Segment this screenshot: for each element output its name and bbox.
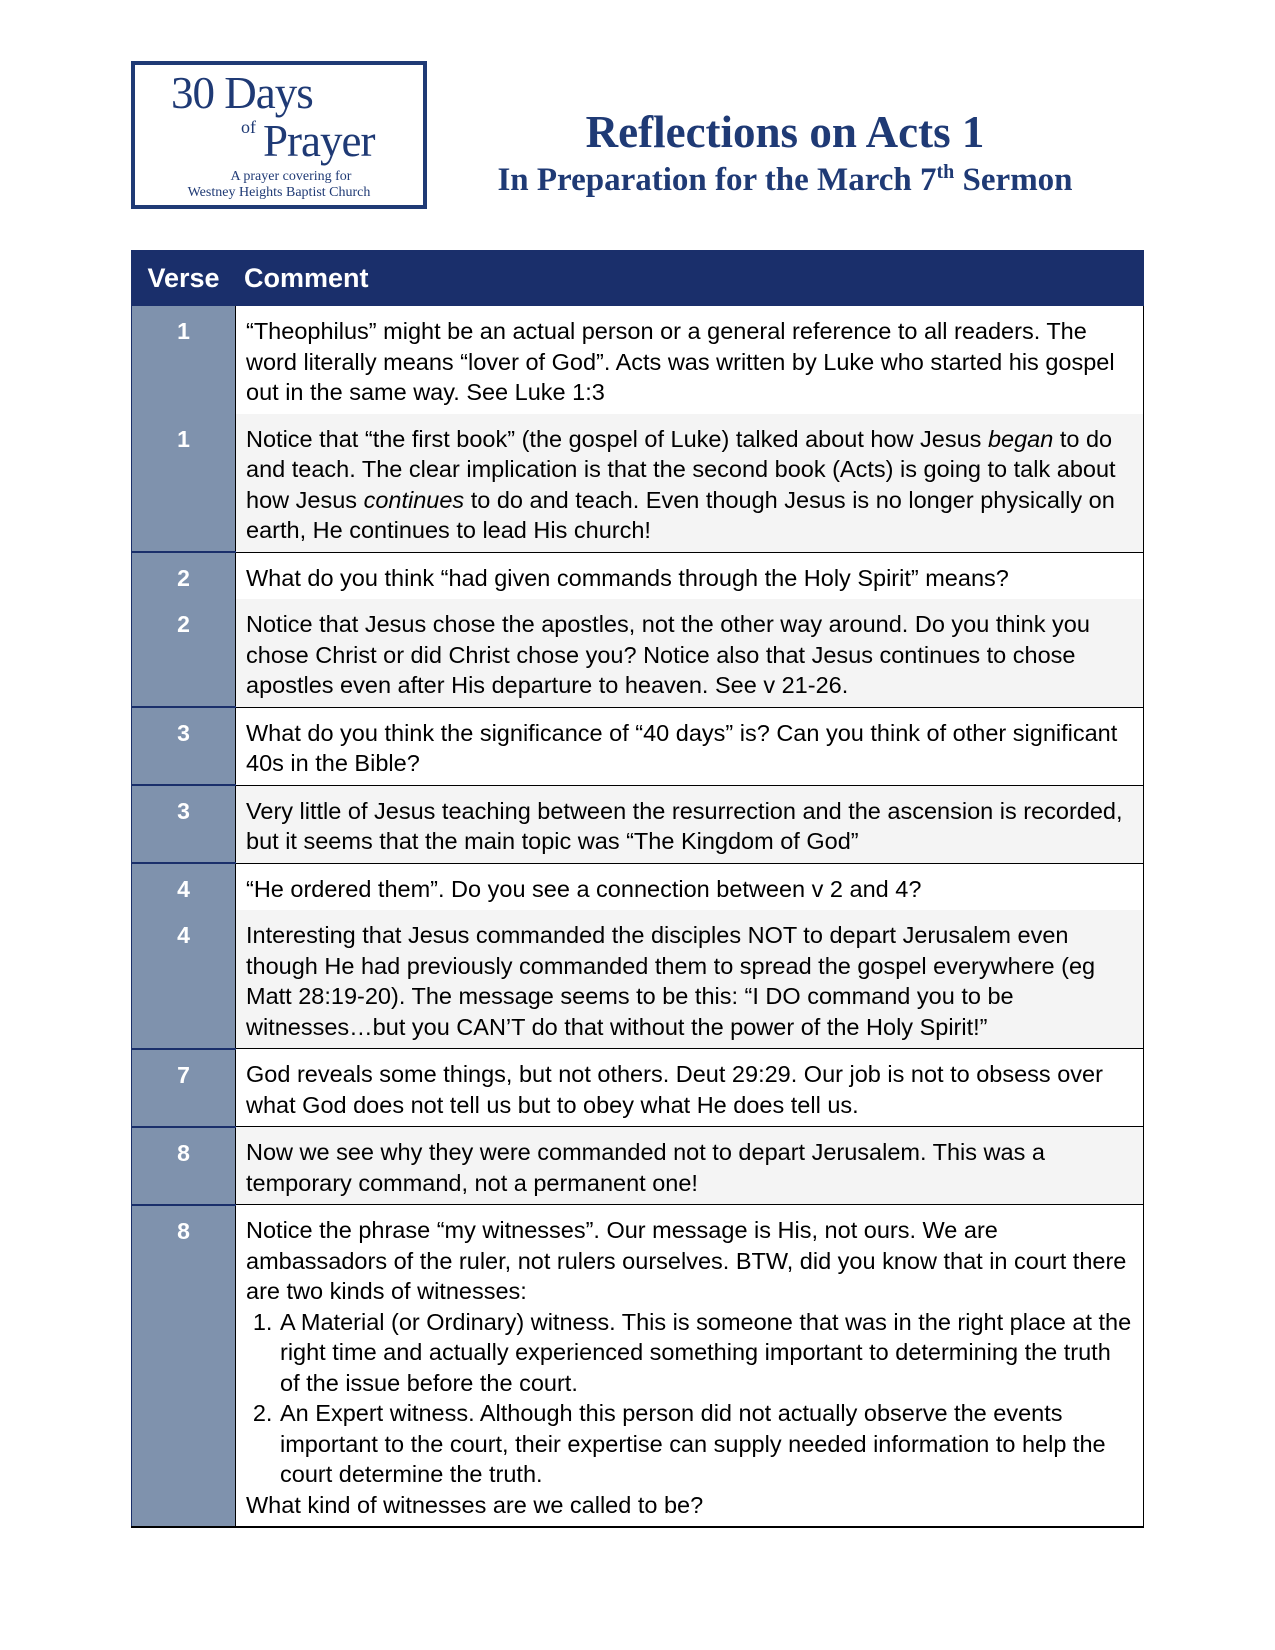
table-header-row — [132, 251, 1144, 306]
comment-intro: Notice the phrase “my witnesses”. Our message is His, not ours. We are ambassadors of the ruler, not rulers ourselves. BTW, did you know that in court there are two kinds of witnesses: — [246, 1217, 1127, 1304]
page-subtitle — [440, 160, 1130, 200]
comment-cell: Notice that Jesus chose the apostles, not the other way around. Do you think you chose Christ or did Christ chose you? Notice also that Jesus continues to chose apostles even after His departure to heaven. See v 21-26. — [236, 599, 1144, 707]
table-row — [132, 785, 1144, 863]
table-row — [132, 1127, 1144, 1205]
page-header — [440, 106, 1130, 200]
comment-cell: Very little of Jesus teaching between the resurrection and the ascension is recorded, but it seems that the main topic was “The Kingdom of God” — [236, 785, 1144, 863]
comment-cell: Now we see why they were commanded not to depart Jerusalem. This was a temporary command, not a permanent one! — [236, 1127, 1144, 1205]
comment-cell: What do you think “had given commands through the Holy Spirit” means? — [236, 552, 1144, 599]
column-header-verse: Verse — [132, 251, 236, 306]
list-item: 2. An Expert witness. Although this person did not actually observe the events important to the court, their expertise can supply needed information to help the court determine the truth. — [279, 1398, 1133, 1490]
subtitle-post: Sermon — [954, 162, 1073, 198]
comment-cell: What do you think the significance of “40 days” is? Can you think of other significant 40s in the Bible? — [236, 707, 1144, 785]
comment-cell: Interesting that Jesus commanded the disciples NOT to depart Jerusalem even though He had previously commanded them to spread the gospel everywhere (eg Matt 28:19-20). The message seems to be this: “I DO command you to be witnesses…but you CAN’T do that without the power of the Holy Spirit!” — [236, 910, 1144, 1049]
logo-of: of — [241, 117, 256, 137]
column-header-comment: Comment — [236, 251, 1144, 306]
verse-cell: 8 — [132, 1127, 236, 1205]
comment-cell: “He ordered them”. Do you see a connection between v 2 and 4? — [236, 863, 1144, 910]
comment-text: to do and teach. The clear implication is that the second book (Acts) is going to talk about how Jesus — [246, 425, 1116, 513]
list-item: 1. A Material (or Ordinary) witness. This is someone that was in the right place at the right time and actually experienced something important to determining the truth of the issue before the court. — [279, 1307, 1133, 1399]
logo-tagline-1: A prayer covering for — [230, 169, 352, 184]
table-row — [132, 552, 1144, 599]
verse-cell: 1 — [132, 414, 236, 553]
comment-emphasis: continues — [363, 486, 465, 513]
comment-text: Notice that “the first book” (the gospel of Luke) talked about how Jesus — [246, 425, 988, 452]
page-title: Reflections on Acts 1 — [585, 107, 985, 157]
verse-cell: 4 — [132, 863, 236, 910]
verse-cell: 3 — [132, 785, 236, 863]
table-row — [132, 599, 1144, 707]
subtitle-pre: In Preparation for the March 7 — [497, 162, 937, 198]
verse-cell: 4 — [132, 910, 236, 1049]
table-row — [132, 910, 1144, 1049]
comment-cell — [236, 414, 1144, 553]
logo-tagline-2: Westney Heights Baptist Church — [187, 185, 371, 200]
logo-line-2: Prayer — [263, 116, 375, 166]
table-row — [132, 1049, 1144, 1127]
verse-cell: 2 — [132, 599, 236, 707]
comment-text: to do and teach. Even though Jesus is no longer physically on earth, He continues to lead His church! — [246, 486, 1115, 543]
table-row — [132, 863, 1144, 910]
table-row — [132, 1205, 1144, 1528]
verse-cell: 1 — [132, 306, 236, 414]
table-row — [132, 414, 1144, 553]
comment-cell: “Theophilus” might be an actual person or a general reference to all readers. The word literally means “lover of God”. Acts was written by Luke who started his gospel out in the same way. See Luke 1:3 — [236, 306, 1144, 414]
logo — [131, 61, 427, 209]
verse-cell: 2 — [132, 552, 236, 599]
table-row — [132, 707, 1144, 785]
verse-cell: 7 — [132, 1049, 236, 1127]
verse-cell: 8 — [132, 1205, 236, 1528]
subtitle-sup: th — [936, 161, 955, 183]
comment-emphasis: began — [987, 425, 1054, 452]
comment-cell: God reveals some things, but not others. Deut 29:29. Our job is not to obsess over what God does not tell us but to obey what He does tell us. — [236, 1049, 1144, 1127]
comment-cell — [236, 1205, 1144, 1528]
verse-cell: 3 — [132, 707, 236, 785]
logo-line-1: 30 Days — [171, 68, 313, 118]
witness-list — [246, 1307, 1133, 1490]
table-row — [132, 306, 1144, 414]
comment-outro: What kind of witnesses are we called to be? — [246, 1491, 704, 1518]
reflections-table — [131, 250, 1144, 1528]
